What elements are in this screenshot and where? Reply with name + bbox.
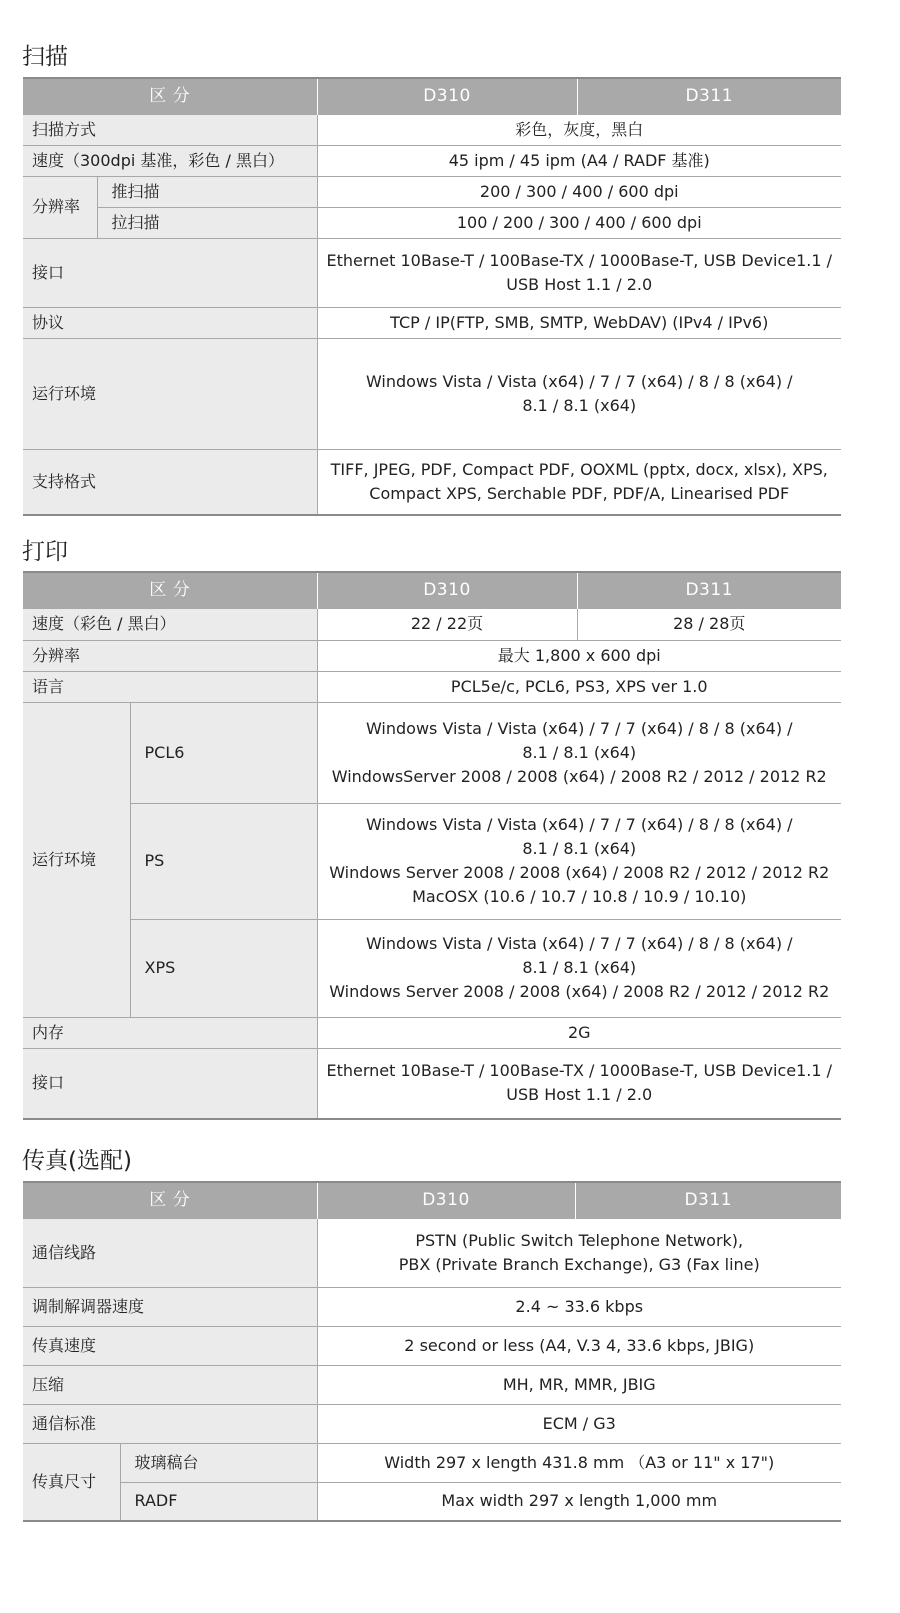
table-row bbox=[23, 640, 841, 671]
row-value: 100 / 200 / 300 / 400 / 600 dpi bbox=[317, 207, 841, 238]
row-label: 运行环境 bbox=[23, 338, 317, 449]
print-section-title: 打印 bbox=[22, 539, 68, 565]
table-row bbox=[23, 608, 841, 640]
row-value bbox=[317, 803, 841, 919]
row-label: 传真尺寸 bbox=[23, 1443, 120, 1521]
value-line: PBX (Private Branch Exchange), G3 (Fax line) bbox=[398, 1254, 760, 1274]
sub-label: XPS bbox=[130, 919, 317, 1017]
header-d311: D311 bbox=[575, 1182, 841, 1218]
row-value: TCP / IP(FTP, SMB, SMTP, WebDAV) (IPv4 / IPv6) bbox=[317, 307, 841, 338]
value-line: USB Host 1.1 / 2.0 bbox=[506, 274, 653, 294]
table-row bbox=[23, 1443, 841, 1482]
value-line: Ethernet 10Base-T / 100Base-TX / 1000Base-T, USB Device1.1 / bbox=[326, 1061, 833, 1081]
row-value bbox=[317, 1048, 841, 1119]
table-row bbox=[23, 803, 841, 919]
value-line: 8.1 / 8.1 (x64) bbox=[522, 395, 637, 415]
table-row bbox=[23, 1017, 841, 1048]
header-category: 区 分 bbox=[149, 580, 191, 601]
table-row bbox=[23, 1404, 841, 1443]
row-label: 语言 bbox=[23, 671, 317, 702]
header-d310: D310 bbox=[317, 1182, 575, 1218]
header-d311: D311 bbox=[577, 78, 841, 114]
table-row bbox=[23, 1287, 841, 1326]
row-value: 彩色，灰度，黑白 bbox=[317, 114, 841, 145]
value-line: Windows Vista / Vista (x64) / 7 / 7 (x64) / 8 / 8 (x64) / bbox=[365, 371, 793, 391]
table-row bbox=[23, 238, 841, 307]
value-line: 8.1 / 8.1 (x64) bbox=[522, 839, 637, 858]
value-line: Windows Server 2008 / 2008 (x64) / 2008 R2 / 2012 / 2012 R2 bbox=[329, 863, 830, 882]
value-line: Ethernet 10Base-T / 100Base-TX / 1000Base-T, USB Device1.1 / bbox=[326, 250, 833, 270]
row-label: 接口 bbox=[23, 238, 317, 307]
scan-spec-table bbox=[23, 77, 841, 516]
value-line: Windows Vista / Vista (x64) / 7 / 7 (x64) / 8 / 8 (x64) / bbox=[365, 934, 793, 953]
sub-label: 推扫描 bbox=[97, 176, 317, 207]
row-label: 压缩 bbox=[23, 1365, 317, 1404]
row-value bbox=[317, 449, 841, 515]
row-value: 最大 1,800 x 600 dpi bbox=[317, 640, 841, 671]
row-value: 2G bbox=[317, 1017, 841, 1048]
row-label: 内存 bbox=[23, 1017, 317, 1048]
fax-spec-table bbox=[23, 1181, 841, 1522]
value-line: PSTN (Public Switch Telephone Network), bbox=[415, 1230, 744, 1250]
table-row bbox=[23, 145, 841, 176]
row-value: 45 ipm / 45 ipm (A4 / RADF 基准) bbox=[317, 145, 841, 176]
value-line: WindowsServer 2008 / 2008 (x64) / 2008 R2 / 2012 / 2012 R2 bbox=[331, 766, 827, 786]
row-label: 通信标准 bbox=[23, 1404, 317, 1443]
value-line: TIFF, JPEG, PDF, Compact PDF, OOXML (pptx, docx, xlsx), XPS, bbox=[330, 459, 828, 479]
row-value bbox=[317, 702, 841, 803]
table-row bbox=[23, 671, 841, 702]
table-header-row bbox=[23, 78, 841, 114]
value-line: USB Host 1.1 / 2.0 bbox=[506, 1085, 653, 1105]
table-header-row bbox=[23, 1182, 841, 1218]
table-row bbox=[23, 176, 841, 207]
row-value bbox=[317, 238, 841, 307]
row-label: 分辨率 bbox=[23, 176, 97, 238]
row-value: Max width 297 x length 1,000 mm bbox=[317, 1482, 841, 1521]
header-d310: D310 bbox=[317, 78, 577, 114]
row-label: 运行环境 bbox=[23, 702, 130, 1017]
row-value bbox=[317, 1218, 841, 1287]
sub-label: 拉扫描 bbox=[97, 207, 317, 238]
speed-d310: 22 / 22页 bbox=[317, 608, 577, 640]
header-d310: D310 bbox=[317, 572, 577, 608]
table-row bbox=[23, 207, 841, 238]
sub-label: PS bbox=[130, 803, 317, 919]
value-line: MacOSX (10.6 / 10.7 / 10.8 / 10.9 / 10.10) bbox=[412, 887, 747, 906]
row-value: PCL5e/c, PCL6, PS3, XPS ver 1.0 bbox=[317, 671, 841, 702]
row-label: 速度（彩色 / 黑白） bbox=[23, 608, 317, 640]
speed-d311: 28 / 28页 bbox=[577, 608, 841, 640]
row-value: Width 297 x length 431.8 mm （A3 or 11" x 17") bbox=[317, 1443, 841, 1482]
row-label: 分辨率 bbox=[23, 640, 317, 671]
table-row bbox=[23, 338, 841, 449]
table-row bbox=[23, 1365, 841, 1404]
value-line: 8.1 / 8.1 (x64) bbox=[522, 742, 637, 762]
sub-label: 玻璃稿台 bbox=[120, 1443, 317, 1482]
header-category: 区 分 bbox=[149, 86, 191, 107]
row-label: 扫描方式 bbox=[23, 114, 317, 145]
value-line: Compact XPS, Serchable PDF, PDF/A, Linearised PDF bbox=[369, 483, 790, 503]
table-row bbox=[23, 919, 841, 1017]
row-value: 2.4 ~ 33.6 kbps bbox=[317, 1287, 841, 1326]
value-line: Windows Vista / Vista (x64) / 7 / 7 (x64) / 8 / 8 (x64) / bbox=[365, 815, 793, 834]
fax-section-title: 传真(选配) bbox=[22, 1148, 132, 1174]
row-label: 传真速度 bbox=[23, 1326, 317, 1365]
row-label: 通信线路 bbox=[23, 1218, 317, 1287]
print-spec-table bbox=[23, 571, 841, 1120]
value-line: Windows Server 2008 / 2008 (x64) / 2008 R2 / 2012 / 2012 R2 bbox=[329, 982, 830, 1001]
scan-section-title: 扫描 bbox=[22, 44, 68, 70]
row-label: 支持格式 bbox=[23, 449, 317, 515]
row-value: ECM / G3 bbox=[317, 1404, 841, 1443]
value-line: Windows Vista / Vista (x64) / 7 / 7 (x64) / 8 / 8 (x64) / bbox=[365, 718, 793, 738]
table-row bbox=[23, 1326, 841, 1365]
table-row bbox=[23, 702, 841, 803]
table-row bbox=[23, 449, 841, 515]
table-row bbox=[23, 1218, 841, 1287]
sub-label: PCL6 bbox=[130, 702, 317, 803]
row-value bbox=[317, 338, 841, 449]
row-label: 协议 bbox=[23, 307, 317, 338]
row-label: 速度（300dpi 基准，彩色 / 黑白） bbox=[23, 145, 317, 176]
row-label: 接口 bbox=[23, 1048, 317, 1119]
table-header-row bbox=[23, 572, 841, 608]
header-d311: D311 bbox=[577, 572, 841, 608]
row-label: 调制解调器速度 bbox=[23, 1287, 317, 1326]
row-value bbox=[317, 919, 841, 1017]
header-category: 区 分 bbox=[149, 1190, 191, 1211]
sub-label: RADF bbox=[120, 1482, 317, 1521]
row-value: 2 second or less (A4, V.3 4, 33.6 kbps, JBIG) bbox=[317, 1326, 841, 1365]
row-value: MH, MR, MMR, JBIG bbox=[317, 1365, 841, 1404]
table-row bbox=[23, 1482, 841, 1521]
table-row bbox=[23, 114, 841, 145]
value-line: 8.1 / 8.1 (x64) bbox=[522, 958, 637, 977]
row-value: 200 / 300 / 400 / 600 dpi bbox=[317, 176, 841, 207]
table-row bbox=[23, 1048, 841, 1119]
table-row bbox=[23, 307, 841, 338]
